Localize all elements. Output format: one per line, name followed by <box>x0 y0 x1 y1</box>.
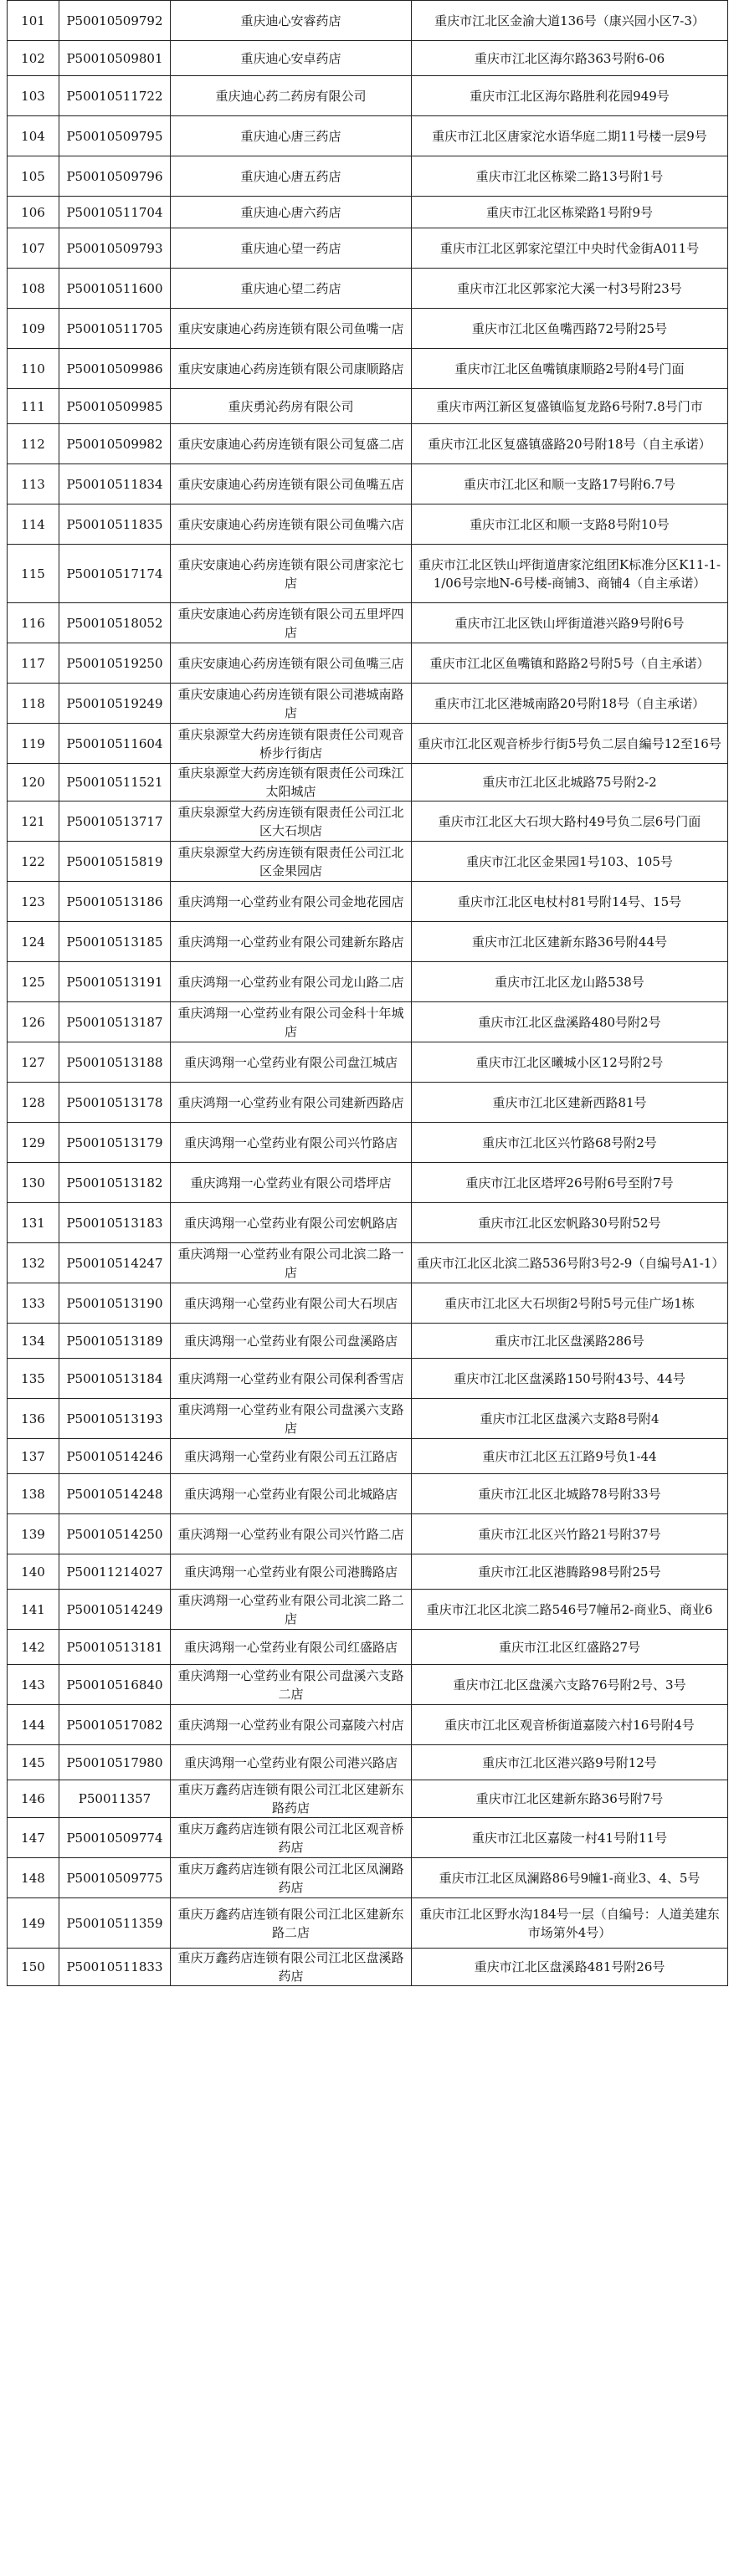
table-row <box>8 545 728 603</box>
pharmacy-code: P50010517980 <box>59 1745 171 1780</box>
pharmacy-address: 重庆市江北区和顺一支路17号附6.7号 <box>412 464 728 504</box>
pharmacy-name: 重庆鸿翔一心堂药业有限公司北城路店 <box>171 1474 412 1514</box>
pharmacy-name: 重庆鸿翔一心堂药业有限公司塔坪店 <box>171 1163 412 1203</box>
table-row <box>8 116 728 156</box>
pharmacy-name: 重庆安康迪心药房连锁有限公司港城南路店 <box>171 684 412 724</box>
pharmacy-code: P50010511833 <box>59 1949 171 1986</box>
table-row <box>8 1665 728 1705</box>
pharmacy-name: 重庆安康迪心药房连锁有限公司鱼嘴三店 <box>171 643 412 684</box>
pharmacy-name: 重庆安康迪心药房连锁有限公司复盛二店 <box>171 424 412 464</box>
pharmacy-name: 重庆万鑫药店连锁有限公司江北区建新东路二店 <box>171 1898 412 1949</box>
table-row <box>8 349 728 389</box>
row-number: 116 <box>8 603 59 643</box>
pharmacy-code: P50010519250 <box>59 643 171 684</box>
pharmacy-address: 重庆市江北区兴竹路68号附2号 <box>412 1123 728 1163</box>
pharmacy-address: 重庆市江北区红盛路27号 <box>412 1630 728 1665</box>
pharmacy-name: 重庆泉源堂大药房连锁有限责任公司江北区大石坝店 <box>171 801 412 842</box>
row-number: 101 <box>8 1 59 41</box>
table-row <box>8 1042 728 1083</box>
table-row <box>8 1203 728 1243</box>
pharmacy-address: 重庆市江北区盘溪六支路76号附2号、3号 <box>412 1665 728 1705</box>
pharmacy-name: 重庆鸿翔一心堂药业有限公司港腾路店 <box>171 1554 412 1590</box>
row-number: 115 <box>8 545 59 603</box>
pharmacy-address: 重庆市江北区大石坝大路村49号负二层6号门面 <box>412 801 728 842</box>
row-number: 119 <box>8 724 59 764</box>
pharmacy-address: 重庆市江北区海尔路胜利花园949号 <box>412 76 728 116</box>
table-row <box>8 197 728 228</box>
pharmacy-name: 重庆迪心药二药房有限公司 <box>171 76 412 116</box>
row-number: 122 <box>8 842 59 882</box>
pharmacy-address: 重庆市江北区盘溪六支路8号附4 <box>412 1399 728 1439</box>
pharmacy-address: 重庆市江北区铁山坪街道港兴路9号附6号 <box>412 603 728 643</box>
pharmacy-address: 重庆市江北区宏帆路30号附52号 <box>412 1203 728 1243</box>
row-number: 103 <box>8 76 59 116</box>
pharmacy-address: 重庆市江北区鱼嘴镇康顺路2号附4号门面 <box>412 349 728 389</box>
pharmacy-code: P50010514248 <box>59 1474 171 1514</box>
pharmacy-code: P50010509986 <box>59 349 171 389</box>
row-number: 121 <box>8 801 59 842</box>
row-number: 125 <box>8 962 59 1002</box>
row-number: 134 <box>8 1324 59 1359</box>
pharmacy-name: 重庆迪心唐三药店 <box>171 116 412 156</box>
pharmacy-name: 重庆泉源堂大药房连锁有限责任公司观音桥步行街店 <box>171 724 412 764</box>
table-row <box>8 1399 728 1439</box>
pharmacy-address: 重庆市江北区野水沟184号一层（自编号：人道美建东市场第外4号） <box>412 1898 728 1949</box>
row-number: 108 <box>8 269 59 309</box>
pharmacy-address: 重庆市江北区北城路78号附33号 <box>412 1474 728 1514</box>
table-row <box>8 1474 728 1514</box>
row-number: 145 <box>8 1745 59 1780</box>
pharmacy-name: 重庆鸿翔一心堂药业有限公司五江路店 <box>171 1439 412 1474</box>
table-row <box>8 1858 728 1898</box>
pharmacy-code: P50010513181 <box>59 1630 171 1665</box>
row-number: 107 <box>8 228 59 269</box>
row-number: 141 <box>8 1590 59 1630</box>
pharmacy-code: P50010509793 <box>59 228 171 269</box>
pharmacy-code: P50010513189 <box>59 1324 171 1359</box>
table-row <box>8 41 728 76</box>
pharmacy-name: 重庆鸿翔一心堂药业有限公司兴竹路店 <box>171 1123 412 1163</box>
pharmacy-code: P50010514249 <box>59 1590 171 1630</box>
pharmacy-code: P50010509982 <box>59 424 171 464</box>
pharmacy-name: 重庆鸿翔一心堂药业有限公司盘溪六支路二店 <box>171 1665 412 1705</box>
pharmacy-name: 重庆安康迪心药房连锁有限公司鱼嘴五店 <box>171 464 412 504</box>
pharmacy-name: 重庆万鑫药店连锁有限公司江北区建新东路药店 <box>171 1780 412 1818</box>
row-number: 133 <box>8 1283 59 1324</box>
table-row <box>8 842 728 882</box>
pharmacy-name: 重庆泉源堂大药房连锁有限责任公司珠江太阳城店 <box>171 764 412 801</box>
row-number: 136 <box>8 1399 59 1439</box>
table-body <box>8 1 728 1986</box>
pharmacy-address: 重庆市江北区金果园1号103、105号 <box>412 842 728 882</box>
row-number: 127 <box>8 1042 59 1083</box>
pharmacy-code: P50010513182 <box>59 1163 171 1203</box>
pharmacy-code: P50010517082 <box>59 1705 171 1745</box>
pharmacy-name: 重庆勇沁药房有限公司 <box>171 389 412 424</box>
pharmacy-code: P50010513191 <box>59 962 171 1002</box>
pharmacy-address: 重庆市江北区郭家沱望江中央时代金街A011号 <box>412 228 728 269</box>
pharmacy-code: P50011357 <box>59 1780 171 1818</box>
pharmacy-address: 重庆市江北区建新东路36号附7号 <box>412 1780 728 1818</box>
pharmacy-address: 重庆市江北区港腾路98号附25号 <box>412 1554 728 1590</box>
row-number: 132 <box>8 1243 59 1283</box>
table-row <box>8 1324 728 1359</box>
pharmacy-address: 重庆市江北区鱼嘴西路72号附25号 <box>412 309 728 349</box>
table-row <box>8 1818 728 1858</box>
row-number: 147 <box>8 1818 59 1858</box>
pharmacy-address: 重庆市江北区和顺一支路8号附10号 <box>412 504 728 545</box>
pharmacy-address: 重庆市江北区盘溪路481号附26号 <box>412 1949 728 1986</box>
pharmacy-address: 重庆市江北区北滨二路546号7幢吊2-商业5、商业6 <box>412 1590 728 1630</box>
table-row <box>8 1949 728 1986</box>
pharmacy-code: P50010514247 <box>59 1243 171 1283</box>
table-row <box>8 1283 728 1324</box>
pharmacy-address: 重庆市江北区盘溪路480号附2号 <box>412 1002 728 1042</box>
row-number: 102 <box>8 41 59 76</box>
row-number: 138 <box>8 1474 59 1514</box>
table-row <box>8 504 728 545</box>
table-row <box>8 1898 728 1949</box>
pharmacy-code: P50010513190 <box>59 1283 171 1324</box>
pharmacy-code: P50010509775 <box>59 1858 171 1898</box>
table-row <box>8 1554 728 1590</box>
pharmacy-name: 重庆鸿翔一心堂药业有限公司盘江城店 <box>171 1042 412 1083</box>
pharmacy-address: 重庆市两江新区复盛镇临复龙路6号附7.8号门市 <box>412 389 728 424</box>
table-row <box>8 1630 728 1665</box>
pharmacy-code: P50010511722 <box>59 76 171 116</box>
pharmacy-code: P50010511705 <box>59 309 171 349</box>
row-number: 105 <box>8 156 59 197</box>
row-number: 113 <box>8 464 59 504</box>
pharmacy-name: 重庆鸿翔一心堂药业有限公司龙山路二店 <box>171 962 412 1002</box>
pharmacy-name: 重庆鸿翔一心堂药业有限公司港兴路店 <box>171 1745 412 1780</box>
pharmacy-name: 重庆鸿翔一心堂药业有限公司盘溪六支路店 <box>171 1399 412 1439</box>
row-number: 135 <box>8 1359 59 1399</box>
table-row <box>8 424 728 464</box>
pharmacy-code: P50010509792 <box>59 1 171 41</box>
pharmacy-address: 重庆市江北区金渝大道136号（康兴园小区7-3） <box>412 1 728 41</box>
pharmacy-code: P50010509985 <box>59 389 171 424</box>
pharmacy-name: 重庆迪心唐五药店 <box>171 156 412 197</box>
pharmacy-name: 重庆鸿翔一心堂药业有限公司盘溪路店 <box>171 1324 412 1359</box>
row-number: 142 <box>8 1630 59 1665</box>
pharmacy-address: 重庆市江北区兴竹路21号附37号 <box>412 1514 728 1554</box>
pharmacy-address: 重庆市江北区复盛镇盛路20号附18号（自主承诺） <box>412 424 728 464</box>
pharmacy-name: 重庆安康迪心药房连锁有限公司康顺路店 <box>171 349 412 389</box>
pharmacy-address: 重庆市江北区北城路75号附2-2 <box>412 764 728 801</box>
pharmacy-name: 重庆鸿翔一心堂药业有限公司嘉陵六村店 <box>171 1705 412 1745</box>
row-number: 150 <box>8 1949 59 1986</box>
pharmacy-name: 重庆鸿翔一心堂药业有限公司金地花园店 <box>171 882 412 922</box>
pharmacy-address: 重庆市江北区观音桥步行街5号负二层自編号12至16号 <box>412 724 728 764</box>
row-number: 104 <box>8 116 59 156</box>
pharmacy-address: 重庆市江北区铁山坪街道唐家沱组团K标准分区K11-1-1/06号宗地N-6号楼-商铺3、商铺4（自主承诺） <box>412 545 728 603</box>
row-number: 117 <box>8 643 59 684</box>
pharmacy-code: P50010511359 <box>59 1898 171 1949</box>
row-number: 111 <box>8 389 59 424</box>
pharmacy-name: 重庆迪心望二药店 <box>171 269 412 309</box>
pharmacy-name: 重庆泉源堂大药房连锁有限责任公司江北区金果园店 <box>171 842 412 882</box>
row-number: 128 <box>8 1083 59 1123</box>
pharmacy-address: 重庆市江北区建新东路36号附44号 <box>412 922 728 962</box>
pharmacy-name: 重庆迪心安睿药店 <box>171 1 412 41</box>
pharmacy-address: 重庆市江北区港城南路20号附18号（自主承诺） <box>412 684 728 724</box>
pharmacy-code: P50010511600 <box>59 269 171 309</box>
pharmacy-name: 重庆万鑫药店连锁有限公司江北区观音桥药店 <box>171 1818 412 1858</box>
table-row <box>8 1243 728 1283</box>
table-row <box>8 1705 728 1745</box>
pharmacy-name: 重庆鸿翔一心堂药业有限公司兴竹路二店 <box>171 1514 412 1554</box>
pharmacy-address: 重庆市江北区盘溪路286号 <box>412 1324 728 1359</box>
table-row <box>8 1590 728 1630</box>
row-number: 118 <box>8 684 59 724</box>
pharmacy-name: 重庆鸿翔一心堂药业有限公司建新东路店 <box>171 922 412 962</box>
table-row <box>8 1780 728 1818</box>
pharmacy-code: P50010511834 <box>59 464 171 504</box>
pharmacy-name: 重庆鸿翔一心堂药业有限公司大石坝店 <box>171 1283 412 1324</box>
table-row <box>8 724 728 764</box>
pharmacy-code: P50010513188 <box>59 1042 171 1083</box>
pharmacy-code: P50010511604 <box>59 724 171 764</box>
pharmacy-code: P50010516840 <box>59 1665 171 1705</box>
table-row <box>8 156 728 197</box>
pharmacy-code: P50010513187 <box>59 1002 171 1042</box>
pharmacy-address: 重庆市江北区郭家沱大溪一村3号附23号 <box>412 269 728 309</box>
pharmacy-address: 重庆市江北区建新西路81号 <box>412 1083 728 1123</box>
row-number: 137 <box>8 1439 59 1474</box>
row-number: 144 <box>8 1705 59 1745</box>
pharmacy-address: 重庆市江北区五江路9号负1-44 <box>412 1439 728 1474</box>
table-row <box>8 389 728 424</box>
pharmacy-name: 重庆鸿翔一心堂药业有限公司北滨二路一店 <box>171 1243 412 1283</box>
table-row <box>8 1 728 41</box>
pharmacy-code: P50010511521 <box>59 764 171 801</box>
row-number: 114 <box>8 504 59 545</box>
pharmacy-code: P50010513183 <box>59 1203 171 1243</box>
pharmacy-code: P50010513717 <box>59 801 171 842</box>
table-row <box>8 1359 728 1399</box>
table-row <box>8 643 728 684</box>
pharmacy-address: 重庆市江北区电杖村81号附14号、15号 <box>412 882 728 922</box>
pharmacy-code: P50010514250 <box>59 1514 171 1554</box>
pharmacy-code: P50010511704 <box>59 197 171 228</box>
pharmacy-name: 重庆万鑫药店连锁有限公司江北区盘溪路药店 <box>171 1949 412 1986</box>
pharmacy-address: 重庆市江北区海尔路363号附6-06 <box>412 41 728 76</box>
pharmacy-address: 重庆市江北区塔坪26号附6号至附7号 <box>412 1163 728 1203</box>
row-number: 140 <box>8 1554 59 1590</box>
row-number: 123 <box>8 882 59 922</box>
row-number: 124 <box>8 922 59 962</box>
pharmacy-name: 重庆迪心望一药店 <box>171 228 412 269</box>
pharmacy-address: 重庆市江北区嘉陵一村41号附11号 <box>412 1818 728 1858</box>
pharmacy-address: 重庆市江北区鱼嘴镇和路路2号附5号（自主承诺） <box>412 643 728 684</box>
table-row <box>8 962 728 1002</box>
pharmacy-name: 重庆安康迪心药房连锁有限公司五里坪四店 <box>171 603 412 643</box>
table-row <box>8 764 728 801</box>
table-row <box>8 1083 728 1123</box>
pharmacy-code: P50010513186 <box>59 882 171 922</box>
row-number: 120 <box>8 764 59 801</box>
pharmacy-code: P50010517174 <box>59 545 171 603</box>
row-number: 129 <box>8 1123 59 1163</box>
pharmacy-address: 重庆市江北区港兴路9号附12号 <box>412 1745 728 1780</box>
pharmacy-code: P50010515819 <box>59 842 171 882</box>
pharmacy-address: 重庆市江北区观音桥街道嘉陵六村16号附4号 <box>412 1705 728 1745</box>
pharmacy-name: 重庆迪心安卓药店 <box>171 41 412 76</box>
pharmacy-code: P50010514246 <box>59 1439 171 1474</box>
table-row <box>8 464 728 504</box>
pharmacy-name: 重庆万鑫药店连锁有限公司江北区凤澜路药店 <box>171 1858 412 1898</box>
pharmacy-address: 重庆市江北区栋梁路1号附9号 <box>412 197 728 228</box>
pharmacy-code: P50010513178 <box>59 1083 171 1123</box>
table-row <box>8 882 728 922</box>
pharmacy-code: P50010509801 <box>59 41 171 76</box>
row-number: 139 <box>8 1514 59 1554</box>
table-row <box>8 922 728 962</box>
pharmacy-list-table <box>7 0 728 1986</box>
row-number: 126 <box>8 1002 59 1042</box>
pharmacy-address: 重庆市江北区北滨二路536号附3号2-9（自编号A1-1） <box>412 1243 728 1283</box>
pharmacy-code: P50010509774 <box>59 1818 171 1858</box>
pharmacy-code: P50010513179 <box>59 1123 171 1163</box>
table-row <box>8 603 728 643</box>
row-number: 146 <box>8 1780 59 1818</box>
table-row <box>8 1002 728 1042</box>
pharmacy-name: 重庆鸿翔一心堂药业有限公司北滨二路二店 <box>171 1590 412 1630</box>
table-row <box>8 269 728 309</box>
pharmacy-name: 重庆安康迪心药房连锁有限公司鱼嘴六店 <box>171 504 412 545</box>
row-number: 149 <box>8 1898 59 1949</box>
pharmacy-code: P50010519249 <box>59 684 171 724</box>
row-number: 130 <box>8 1163 59 1203</box>
pharmacy-code: P50010513185 <box>59 922 171 962</box>
table-row <box>8 228 728 269</box>
pharmacy-name: 重庆鸿翔一心堂药业有限公司金科十年城店 <box>171 1002 412 1042</box>
pharmacy-address: 重庆市江北区栋梁二路13号附1号 <box>412 156 728 197</box>
row-number: 143 <box>8 1665 59 1705</box>
pharmacy-code: P50010518052 <box>59 603 171 643</box>
pharmacy-address: 重庆市江北区唐家沱水语华庭二期11号楼一层9号 <box>412 116 728 156</box>
pharmacy-address: 重庆市江北区龙山路538号 <box>412 962 728 1002</box>
table-row <box>8 76 728 116</box>
table-row <box>8 1123 728 1163</box>
pharmacy-address: 重庆市江北区大石坝街2号附5号元佳广场1栋 <box>412 1283 728 1324</box>
pharmacy-name: 重庆鸿翔一心堂药业有限公司红盛路店 <box>171 1630 412 1665</box>
pharmacy-code: P50011214027 <box>59 1554 171 1590</box>
row-number: 148 <box>8 1858 59 1898</box>
pharmacy-name: 重庆鸿翔一心堂药业有限公司建新西路店 <box>171 1083 412 1123</box>
row-number: 131 <box>8 1203 59 1243</box>
pharmacy-address: 重庆市江北区曦城小区12号附2号 <box>412 1042 728 1083</box>
pharmacy-name: 重庆鸿翔一心堂药业有限公司保利香雪店 <box>171 1359 412 1399</box>
pharmacy-code: P50010511835 <box>59 504 171 545</box>
table-row <box>8 309 728 349</box>
table-row <box>8 1439 728 1474</box>
row-number: 110 <box>8 349 59 389</box>
pharmacy-code: P50010513193 <box>59 1399 171 1439</box>
row-number: 109 <box>8 309 59 349</box>
row-number: 112 <box>8 424 59 464</box>
pharmacy-name: 重庆迪心唐六药店 <box>171 197 412 228</box>
row-number: 106 <box>8 197 59 228</box>
table-row <box>8 684 728 724</box>
table-row <box>8 1163 728 1203</box>
pharmacy-code: P50010509796 <box>59 156 171 197</box>
pharmacy-name: 重庆安康迪心药房连锁有限公司唐家沱七店 <box>171 545 412 603</box>
pharmacy-code: P50010513184 <box>59 1359 171 1399</box>
pharmacy-address: 重庆市江北区凤澜路86号9幢1-商业3、4、5号 <box>412 1858 728 1898</box>
table-row <box>8 1514 728 1554</box>
table-row <box>8 1745 728 1780</box>
pharmacy-code: P50010509795 <box>59 116 171 156</box>
pharmacy-name: 重庆鸿翔一心堂药业有限公司宏帆路店 <box>171 1203 412 1243</box>
pharmacy-name: 重庆安康迪心药房连锁有限公司鱼嘴一店 <box>171 309 412 349</box>
pharmacy-address: 重庆市江北区盘溪路150号附43号、44号 <box>412 1359 728 1399</box>
table-row <box>8 801 728 842</box>
